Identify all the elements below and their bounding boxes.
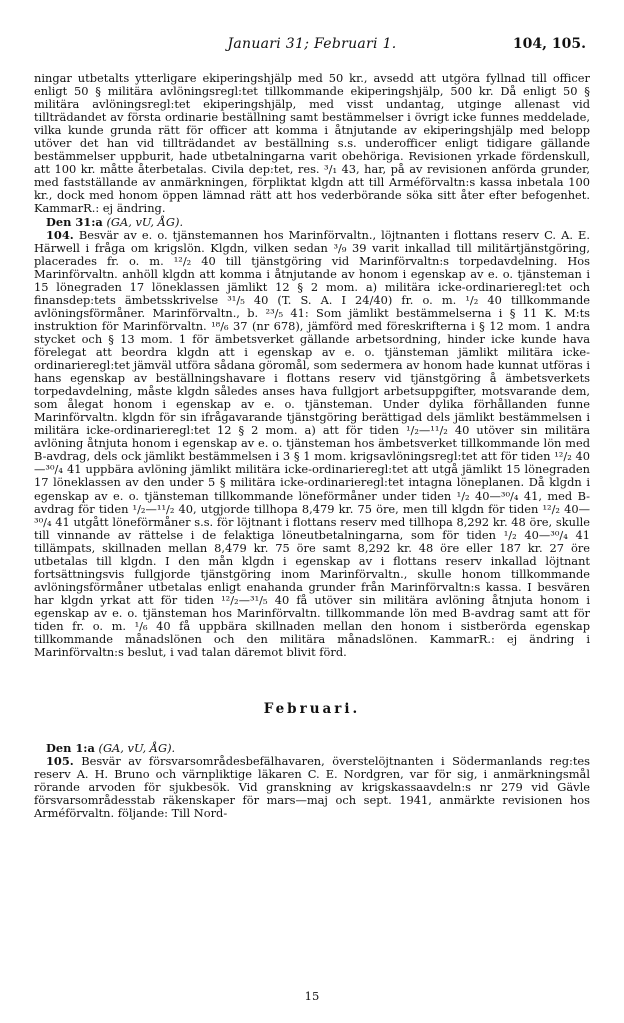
document-page bbox=[34, 36, 590, 1003]
page-numbers: 104, 105. bbox=[512, 36, 586, 52]
entry-104 bbox=[34, 229, 590, 660]
entry-105 bbox=[34, 755, 590, 820]
running-title: Januari 31; Februari 1. bbox=[227, 36, 397, 52]
entry-text: Besvär av försvarsområdesbefälhavaren, överstelöjtnanten i Södermanlands reg:tes reserv A. H. Bruno och värnpliktige läkaren C. E. Nordgren, var för sig, i anmärkningsmål rörande arvoden för sjukbesök. Vid granskning av krigskassaavdeln:s nr 279 vid Gävle försvarsområdesstab räkenskaper för mars—maj och sept. 1941, anmärkte revisionen hos Arméförvaltn. följande: Till Nord- bbox=[34, 754, 590, 821]
day-parties: (GA, vU, ÅG). bbox=[98, 741, 176, 756]
day-parties: (GA, vU, ÅG). bbox=[106, 214, 184, 229]
continuation-paragraph: ningar utbetalts ytterligare ekiperingshjälp med 50 kr., avsedd att utgöra fyllnad till officer enligt 50 § militära avlöningsregl:tet tillkommande ekiperingshjälp, 500 kr. Då enligt 50 § militära avlöningsregl:tet ekiperingshjälp, med visst undantag, utginge allenast vid tillträdandet av första ordinarie beställning samt bestämmelser i övrigt icke funnes meddelade, vilka kunde grunda rätt för officer att komma i åtnjutande av ekiperingshjälp med belopp utöver det han vid tillträdandet av beställning s.s. underofficer enligt tidigare gällande bestämmelser uppburit, hade utbetalningarna varit obehöriga. Revisionen yrkade fördenskull, att 100 kr. måtte återbetalas. Civila dep:tet, res. ³/₁ 43, har, på av revisionen anförda grunder, med fastställande av anmärkningen, förpliktat klgdn att till Arméförvaltn:s kassa inbetala 100 kr., dock med honom öppen lämnad rätt att hos vederbörande söka sitt åter efter befogenhet. KammarR.: ej ändring. bbox=[34, 71, 590, 216]
entry-text: Besvär av e. o. tjänstemannen hos Marinförvaltn., löjtnanten i flottans reserv C. A. E. Härwell i fråga om krigslön. Klgdn, vilken sedan ³/₉ 39 varit inkallad till militärtjänstgöring, placerades fr. o. m. ¹²/₂ 40 till tjänstgöring vid Marinförvaltn:s torpedavdelning. Hos Marinförvaltn. anhöll klgdn att komma i åtnjutande av honom i egenskap av e. o. tjänsteman i 15 lönegraden 17 löneklassen jämlikt 12 § 2 mom. a) militära icke-ordinarieregl:tet och finansdep:tets ämbetsskrivelse ³¹/₅ 40 (T. S. A. I 24/40) fr. o. m. ¹/₂ 40 tillkommande avlöningsförmåner. Marinförvaltn., b. ²³/₅ 41: Som jämlikt bestämmelserna i § 11 K. M:ts instruktion för Marinförvaltn. ¹⁸/₆ 37 (nr 678), jämförd med föreskrifterna i § 12 mom. 1 andra stycket och § 13 mom. 1 för ämbetsverket gällande arbetsordning, hinder icke kunde hava förelegat att beordra klgdn att i egenskap av e. o. tjänsteman jämlikt militära icke-ordinarieregl:tet jämväl utföra sådana göromål, som sedermera av honom hade kunnat utföras i hans egenskap av beställningshavare i flottans reserv vid tjänstgöring å ämbetsverkets torpedavdelning, måste klgdn således anses hava fullgjort arbetsuppgifter, motsvarande dem, som ålegat honom i egenskap av e. o. tjänsteman. Under dylika förhållanden funne Marinförvaltn. klgdn för sin ifrågavarande tjänstgöring berättigad dels jämlikt bestämmelsen i militära icke-ordinarieregl:tet 12 § 2 mom. a) att för tiden ¹/₂—¹¹/₂ 40 utöver sin militära avlöning åtnjuta honom i egenskap av e. o. tjänsteman hos ämbetsverket tillkommande lön med B-avdrag, dels ock jämlikt bestämmelsen i 3 § 1 mom. krigsavlöningsregl:tet att för tiden ¹²/₂ 40—³⁰/₄ 41 uppbära avlöning jämlikt militära icke-ordinarieregl:tet att utgå jämlikt 15 lönegraden 17 löneklassen av den under 5 § militära icke-ordinarieregl:tet intagna löneplanen. Då klgdn i egenskap av e. o. tjänsteman tillkommande löneförmåner under tiden ¹/₂ 40—³⁰/₄ 41, med B-avdrag för tiden ¹/₂—¹¹/₂ 40, utgjorde tillhopa 8,479 kr. 75 öre, men till klgdn för tiden ¹²/₂ 40—³⁰/₄ 41 utgått löneförmåner s.s. för löjtnant i flottans reserv med tillhopa 8,292 kr. 48 öre, skulle till vinnande av rättelse i de felaktiga löneutbetalningarna, som för tiden ¹/₂ 40—³⁰/₄ 41 tillämpats, skillnaden mellan 8,479 kr. 75 öre samt 8,292 kr. 48 öre eller 187 kr. 27 öre utbetalas till klgdn. I den mån klgdn i egenskap av i flottans reserv inkallad löjtnant fortsättningsvis fullgjorde tjänstgöring inom Marinförvaltn., skulle honom tillkommande avlöningsförmåner utbetalas enligt enahanda grunder från Marinförvaltn:s kassa. I besvären har klgdn yrkat att för tiden ¹²/₂—³¹/₅ 40 få utöver sin militära avlöning åtnjuta honom i egenskap av e. o. tjänsteman hos Marinförvaltn. tillkommande lön med B-avdrag samt att för tiden fr. o. m. ¹/₆ 40 få uppbära skillnaden mellan den honom i sistberörda egenskap tillkommande månadslönen och den militära månadslönen. KammarR.: ej ändring i Marinförvaltn:s beslut, i vad talan däremot blivit förd. bbox=[34, 227, 590, 660]
entry-number: 104. bbox=[46, 227, 74, 242]
body-text bbox=[34, 72, 590, 820]
page-number: 15 bbox=[304, 989, 320, 1003]
day-label: Den 31:a bbox=[46, 214, 103, 229]
section-title: Februari. bbox=[263, 701, 361, 718]
page-header bbox=[34, 36, 590, 58]
entry-number: 105. bbox=[46, 754, 74, 769]
day-label: Den 1:a bbox=[46, 741, 95, 756]
